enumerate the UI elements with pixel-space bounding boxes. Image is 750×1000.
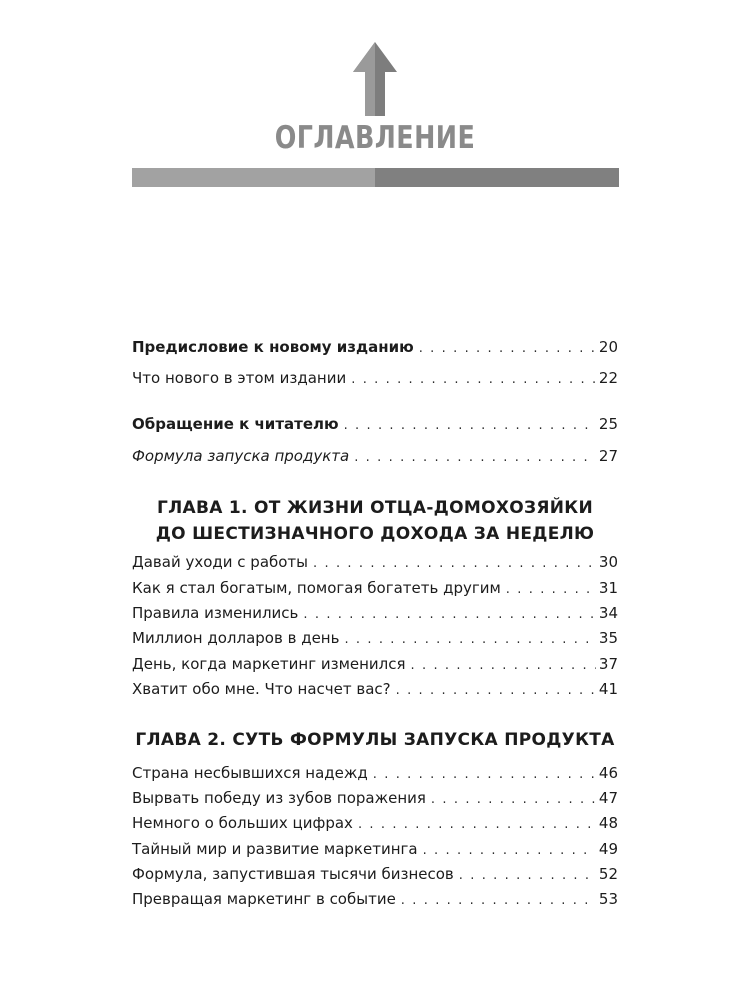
toc-entry[interactable] — [132, 864, 618, 886]
toc-entry[interactable] — [132, 628, 618, 650]
toc-entry[interactable] — [132, 578, 618, 600]
toc-entry[interactable] — [132, 889, 618, 911]
toc-entry-label: Превращая маркетинг в событие — [132, 890, 396, 908]
toc-page-number: 49 — [598, 840, 618, 858]
toc-entry-label: Вырвать победу из зубов поражения — [132, 789, 426, 807]
toc-page-number: 41 — [598, 680, 618, 698]
toc-leader-dots — [459, 866, 596, 886]
toc-entry-label: Тайный мир и развитие маркетинга — [132, 840, 418, 858]
toc-entry[interactable] — [132, 446, 618, 468]
toc-page-number: 27 — [598, 447, 618, 465]
toc-entry[interactable] — [132, 337, 618, 359]
toc-page-number: 46 — [598, 764, 618, 782]
toc-entry-label: Предисловие к новому изданию — [132, 338, 414, 356]
toc-entry-label: Правила изменились — [132, 604, 299, 622]
toc-page-number: 47 — [598, 789, 618, 807]
toc-page-number: 25 — [598, 415, 618, 433]
toc-leader-dots — [396, 681, 596, 701]
chapter-1-heading-line-2: ДО ШЕСТИЗНАЧНОГО ДОХОДА ЗА НЕДЕЛЮ — [155, 524, 595, 544]
toc-page-number: 48 — [598, 814, 618, 832]
toc-entry-label: Формула запуска продукта — [132, 447, 350, 465]
toc-page-number: 52 — [598, 865, 618, 883]
toc-entry[interactable] — [132, 679, 618, 701]
toc-leader-dots — [344, 416, 596, 436]
toc-entry[interactable] — [132, 414, 618, 436]
chapter-2-heading: ГЛАВА 2. СУТЬ ФОРМУЛЫ ЗАПУСКА ПРОДУКТА — [135, 730, 615, 750]
toc-leader-dots — [358, 815, 596, 835]
toc-leader-dots — [431, 790, 596, 810]
toc-page-number: 34 — [598, 604, 618, 622]
toc-leader-dots — [351, 370, 596, 390]
toc-page-number: 53 — [598, 890, 618, 908]
title-rule-right — [375, 168, 619, 187]
toc-entry-label: День, когда маркетинг изменился — [132, 655, 406, 673]
toc-leader-dots — [419, 339, 596, 359]
toc-entry-label: Страна несбывшихся надежд — [132, 764, 368, 782]
toc-leader-dots — [401, 891, 596, 911]
toc-entry-label: Как я стал богатым, помогая богатеть другим — [132, 579, 501, 597]
toc-page-number: 20 — [598, 338, 618, 356]
toc-entry-label: Обращение к читателю — [132, 415, 339, 433]
toc-page-number: 22 — [598, 369, 618, 387]
toc-entry-label: Формула, запустившая тысячи бизнесов — [132, 865, 454, 883]
toc-entry-label: Давай уходи с работы — [132, 553, 309, 571]
toc-leader-dots — [506, 580, 596, 600]
toc-entry-label: Миллион долларов в день — [132, 629, 340, 647]
toc-entry-label: Что нового в этом издании — [132, 369, 347, 387]
toc-page-number: 30 — [598, 553, 618, 571]
toc-entry[interactable] — [132, 603, 618, 625]
toc-leader-dots — [423, 841, 596, 861]
toc-page-number: 37 — [598, 655, 618, 673]
toc-page-number: 35 — [598, 629, 618, 647]
toc-entry[interactable] — [132, 552, 618, 574]
page-title: ОГЛАВЛЕНИЕ — [274, 120, 476, 156]
toc-leader-dots — [344, 630, 595, 650]
toc-page-number: 31 — [598, 579, 618, 597]
toc-leader-dots — [303, 605, 596, 625]
toc-entry[interactable] — [132, 763, 618, 785]
toc-leader-dots — [411, 656, 596, 676]
toc-leader-dots — [354, 448, 596, 468]
toc-leader-dots — [373, 765, 596, 785]
toc-entry-label: Хватит обо мне. Что насчет вас? — [132, 680, 391, 698]
toc-entry[interactable] — [132, 788, 618, 810]
toc-entry[interactable] — [132, 368, 618, 390]
toc-entry[interactable] — [132, 813, 618, 835]
chapter-1-heading-line-1: ГЛАВА 1. ОТ ЖИЗНИ ОТЦА-ДОМОХОЗЯЙКИ — [156, 498, 594, 518]
toc-leader-dots — [313, 554, 596, 574]
toc-entry[interactable] — [132, 839, 618, 861]
toc-entry-label: Немного о больших цифрах — [132, 814, 353, 832]
toc-entry[interactable] — [132, 654, 618, 676]
up-arrow-icon — [353, 42, 397, 116]
title-rule-left — [132, 168, 375, 187]
